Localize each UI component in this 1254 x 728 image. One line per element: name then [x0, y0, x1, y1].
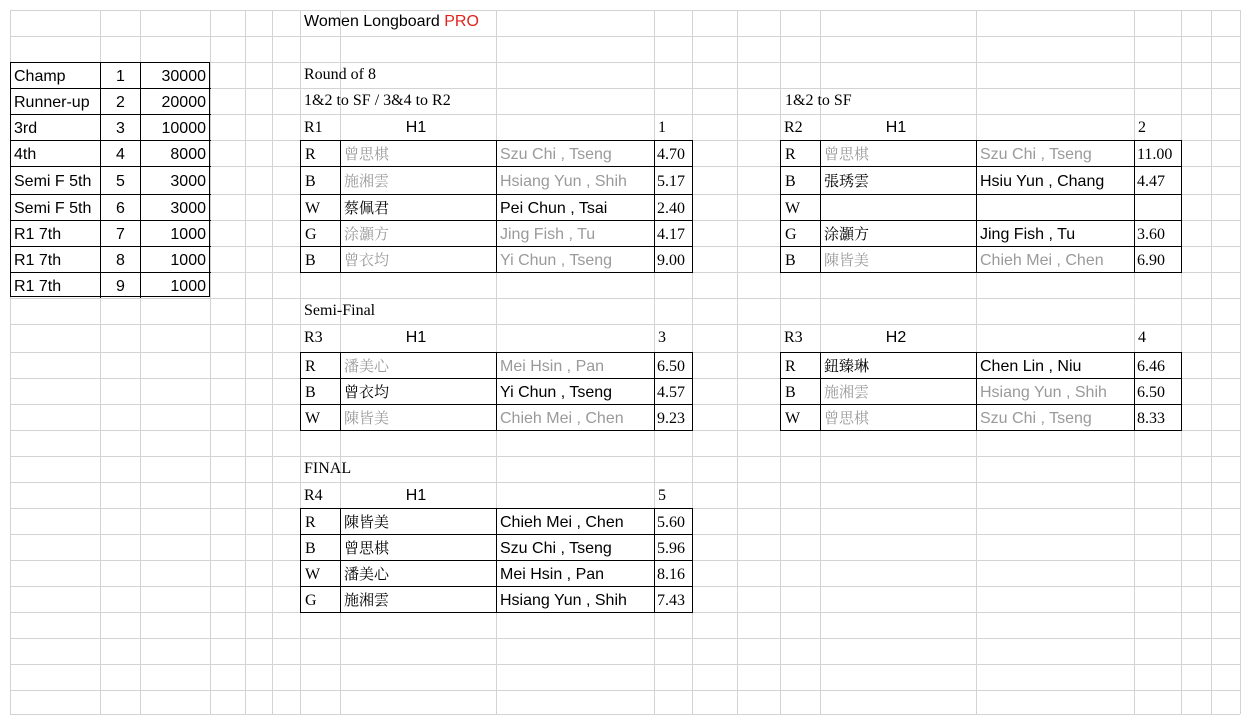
table-rule — [780, 378, 1182, 379]
table-rule — [340, 508, 341, 613]
table-rule — [340, 140, 341, 273]
surfer-name-english: Hsiang Yun , Shih — [980, 384, 1107, 401]
table-rule — [780, 404, 1182, 405]
surfer-name-chinese: 蔡佩君 — [344, 199, 390, 217]
heat-score: 6.46 — [1137, 358, 1165, 375]
table-rule — [654, 352, 655, 431]
jersey-color: W — [305, 200, 321, 217]
jersey-color: B — [305, 540, 316, 557]
table-rule — [340, 352, 341, 431]
table-rule — [780, 352, 781, 431]
prize-amount: 10000 — [161, 120, 206, 137]
heat-number: 4 — [1138, 329, 1146, 346]
table-rule — [496, 140, 497, 273]
surfer-name-chinese: 陳皆美 — [344, 513, 390, 531]
heat-number: 5 — [658, 487, 666, 504]
heat-score: 9.00 — [657, 252, 685, 269]
prize-amount: 1000 — [170, 252, 206, 269]
heat-number: 2 — [1138, 119, 1146, 136]
jersey-color: G — [305, 592, 317, 609]
heat-score: 7.43 — [657, 592, 685, 609]
jersey-color: B — [785, 384, 796, 401]
prize-rank: 4 — [116, 146, 125, 163]
round-of-8-label: Round of 8 — [304, 66, 376, 83]
table-rule — [10, 246, 211, 247]
heat-score: 4.47 — [1137, 173, 1165, 190]
prize-amount: 8000 — [170, 146, 206, 163]
jersey-color: B — [305, 384, 316, 401]
prize-amount: 1000 — [170, 278, 206, 295]
prize-amount: 3000 — [170, 173, 206, 190]
title-text: Women Longboard — [304, 13, 445, 30]
jersey-color: R — [785, 146, 796, 163]
table-rule — [10, 166, 211, 167]
surfer-name-chinese: 曾衣均 — [344, 251, 390, 269]
surfer-name-english: Chieh Mei , Chen — [500, 514, 624, 531]
prize-rank: 2 — [116, 94, 125, 111]
heat-score: 2.40 — [657, 200, 685, 217]
table-rule — [10, 272, 211, 273]
jersey-color: W — [785, 410, 801, 427]
table-rule — [780, 166, 1182, 167]
table-rule — [496, 352, 497, 431]
heat-name: H1 — [405, 329, 427, 346]
surfer-name-chinese: 施湘雲 — [344, 591, 390, 609]
r1-advance-note: 1&2 to SF / 3&4 to R2 — [304, 92, 451, 109]
jersey-color: G — [305, 226, 317, 243]
surfer-name-chinese: 潘美心 — [344, 565, 390, 583]
table-rule — [780, 140, 781, 273]
prize-place: R1 7th — [14, 278, 62, 295]
table-rule — [820, 352, 821, 431]
heat-score: 5.17 — [657, 173, 685, 190]
heat-score: 4.57 — [657, 384, 685, 401]
prize-place: 4th — [14, 146, 37, 163]
prize-rank: 8 — [116, 252, 125, 269]
surfer-name-chinese: 曾思棋 — [344, 539, 390, 557]
surfer-name-chinese: 陳皆美 — [344, 409, 390, 427]
prize-amount: 3000 — [170, 200, 206, 217]
surfer-name-chinese: 涂灝方 — [824, 225, 870, 243]
jersey-color: W — [785, 200, 801, 217]
surfer-name-chinese: 曾思棋 — [824, 409, 870, 427]
prize-place: Semi F 5th — [14, 200, 92, 217]
final-label: FINAL — [304, 460, 352, 477]
surfer-name-chinese: 涂灝方 — [344, 225, 390, 243]
jersey-color: B — [305, 173, 316, 190]
heat-score: 9.23 — [657, 410, 685, 427]
jersey-color: R — [785, 358, 796, 375]
table-rule — [300, 508, 301, 613]
table-rule — [820, 140, 821, 273]
table-rule — [1181, 352, 1182, 431]
title-accent: PRO — [444, 13, 479, 30]
surfer-name-english: Szu Chi , Tseng — [980, 146, 1092, 163]
table-rule — [692, 140, 693, 273]
heat-round: R1 — [304, 119, 323, 136]
jersey-color: W — [305, 566, 321, 583]
table-rule — [976, 140, 977, 273]
heat-round: R2 — [784, 119, 803, 136]
surfer-name-chinese: 曾衣均 — [344, 383, 390, 401]
surfer-name-chinese: 潘美心 — [344, 357, 390, 375]
table-rule — [780, 220, 1182, 221]
surfer-name-chinese: 陳皆美 — [824, 251, 870, 269]
prize-rank: 3 — [116, 120, 125, 137]
table-rule — [976, 352, 977, 431]
prize-amount: 20000 — [161, 94, 206, 111]
semi-final-label: Semi-Final — [304, 302, 376, 319]
table-rule — [496, 508, 497, 613]
table-rule — [654, 508, 655, 613]
table-rule — [300, 140, 301, 273]
heat-name: H1 — [405, 487, 427, 504]
table-rule — [100, 62, 101, 298]
heat-round: R3 — [784, 329, 803, 346]
jersey-color: R — [305, 514, 316, 531]
surfer-name-chinese: 曾思棋 — [824, 145, 870, 163]
surfer-name-english: Szu Chi , Tseng — [500, 146, 612, 163]
table-rule — [1134, 140, 1135, 273]
table-rule — [780, 352, 1182, 353]
surfer-name-chinese: 曾思棋 — [344, 145, 390, 163]
heat-name: H1 — [885, 119, 907, 136]
prize-place: Champ — [14, 68, 66, 85]
table-rule — [300, 352, 301, 431]
surfer-name-english: Pei Chun , Tsai — [500, 200, 608, 217]
heat-number: 3 — [658, 329, 666, 346]
jersey-color: B — [305, 252, 316, 269]
surfer-name-english: Chen Lin , Niu — [980, 358, 1082, 375]
r2-advance-note: 1&2 to SF — [785, 92, 852, 109]
heat-number: 1 — [658, 119, 666, 136]
heat-score: 4.70 — [657, 146, 685, 163]
surfer-name-english: Jing Fish , Tu — [980, 226, 1076, 243]
table-rule — [692, 352, 693, 431]
surfer-name-english: Szu Chi , Tseng — [980, 410, 1092, 427]
jersey-color: G — [785, 226, 797, 243]
table-rule — [780, 430, 1182, 431]
table-rule — [10, 88, 211, 89]
jersey-color: W — [305, 410, 321, 427]
heat-score: 6.50 — [657, 358, 685, 375]
table-rule — [780, 246, 1182, 247]
table-rule — [780, 194, 1182, 195]
table-rule — [692, 508, 693, 613]
surfer-name-english: Yi Chun , Tseng — [500, 384, 613, 401]
surfer-name-english: Jing Fish , Tu — [500, 226, 596, 243]
table-rule — [1181, 140, 1182, 273]
heat-score: 8.16 — [657, 566, 685, 583]
table-rule — [780, 272, 1182, 273]
surfer-name-english: Mei Hsin , Pan — [500, 358, 605, 375]
table-rule — [1134, 352, 1135, 431]
heat-score: 8.33 — [1137, 410, 1165, 427]
jersey-color: B — [785, 252, 796, 269]
prize-amount: 30000 — [161, 68, 206, 85]
heat-score: 5.60 — [657, 514, 685, 531]
heat-score: 11.00 — [1137, 146, 1173, 163]
table-rule — [10, 194, 211, 195]
surfer-name-chinese: 施湘雲 — [344, 172, 390, 190]
heat-name: H2 — [885, 329, 907, 346]
heat-score: 3.60 — [1137, 226, 1165, 243]
jersey-color: B — [785, 173, 796, 190]
sheet-title — [304, 14, 479, 30]
surfer-name-english: Hsiang Yun , Shih — [500, 173, 627, 190]
prize-rank: 1 — [116, 68, 125, 85]
prize-place: 3rd — [14, 120, 38, 137]
jersey-color: R — [305, 358, 316, 375]
heat-score: 5.96 — [657, 540, 685, 557]
prize-rank: 6 — [116, 200, 125, 217]
prize-place: Runner-up — [14, 94, 90, 111]
prize-place: R1 7th — [14, 252, 62, 269]
prize-place: Semi F 5th — [14, 173, 92, 190]
jersey-color: R — [305, 146, 316, 163]
surfer-name-english: Mei Hsin , Pan — [500, 566, 605, 583]
table-rule — [654, 140, 655, 273]
surfer-name-english: Yi Chun , Tseng — [500, 252, 613, 269]
surfer-name-english: Hsiang Yun , Shih — [500, 592, 627, 609]
prize-rank: 9 — [116, 278, 125, 295]
table-rule — [780, 140, 1182, 141]
prize-rank: 7 — [116, 226, 125, 243]
surfer-name-chinese: 張琇雲 — [824, 172, 870, 190]
heat-score: 6.50 — [1137, 384, 1165, 401]
prize-rank: 5 — [116, 173, 125, 190]
surfer-name-english: Chieh Mei , Chen — [980, 252, 1104, 269]
table-rule — [10, 220, 211, 221]
heat-score: 6.90 — [1137, 252, 1165, 269]
table-rule — [10, 114, 211, 115]
heat-round: R3 — [304, 329, 323, 346]
table-rule — [10, 140, 211, 141]
surfer-name-english: Chieh Mei , Chen — [500, 410, 624, 427]
surfer-name-english: Szu Chi , Tseng — [500, 540, 612, 557]
surfer-name-chinese: 鈕臻琳 — [824, 357, 870, 375]
heat-round: R4 — [304, 487, 323, 504]
heat-score: 4.17 — [657, 226, 685, 243]
prize-amount: 1000 — [170, 226, 206, 243]
surfer-name-chinese: 施湘雲 — [824, 383, 870, 401]
surfer-name-english: Hsiu Yun , Chang — [980, 173, 1105, 190]
heat-name: H1 — [405, 119, 427, 136]
prize-place: R1 7th — [14, 226, 62, 243]
